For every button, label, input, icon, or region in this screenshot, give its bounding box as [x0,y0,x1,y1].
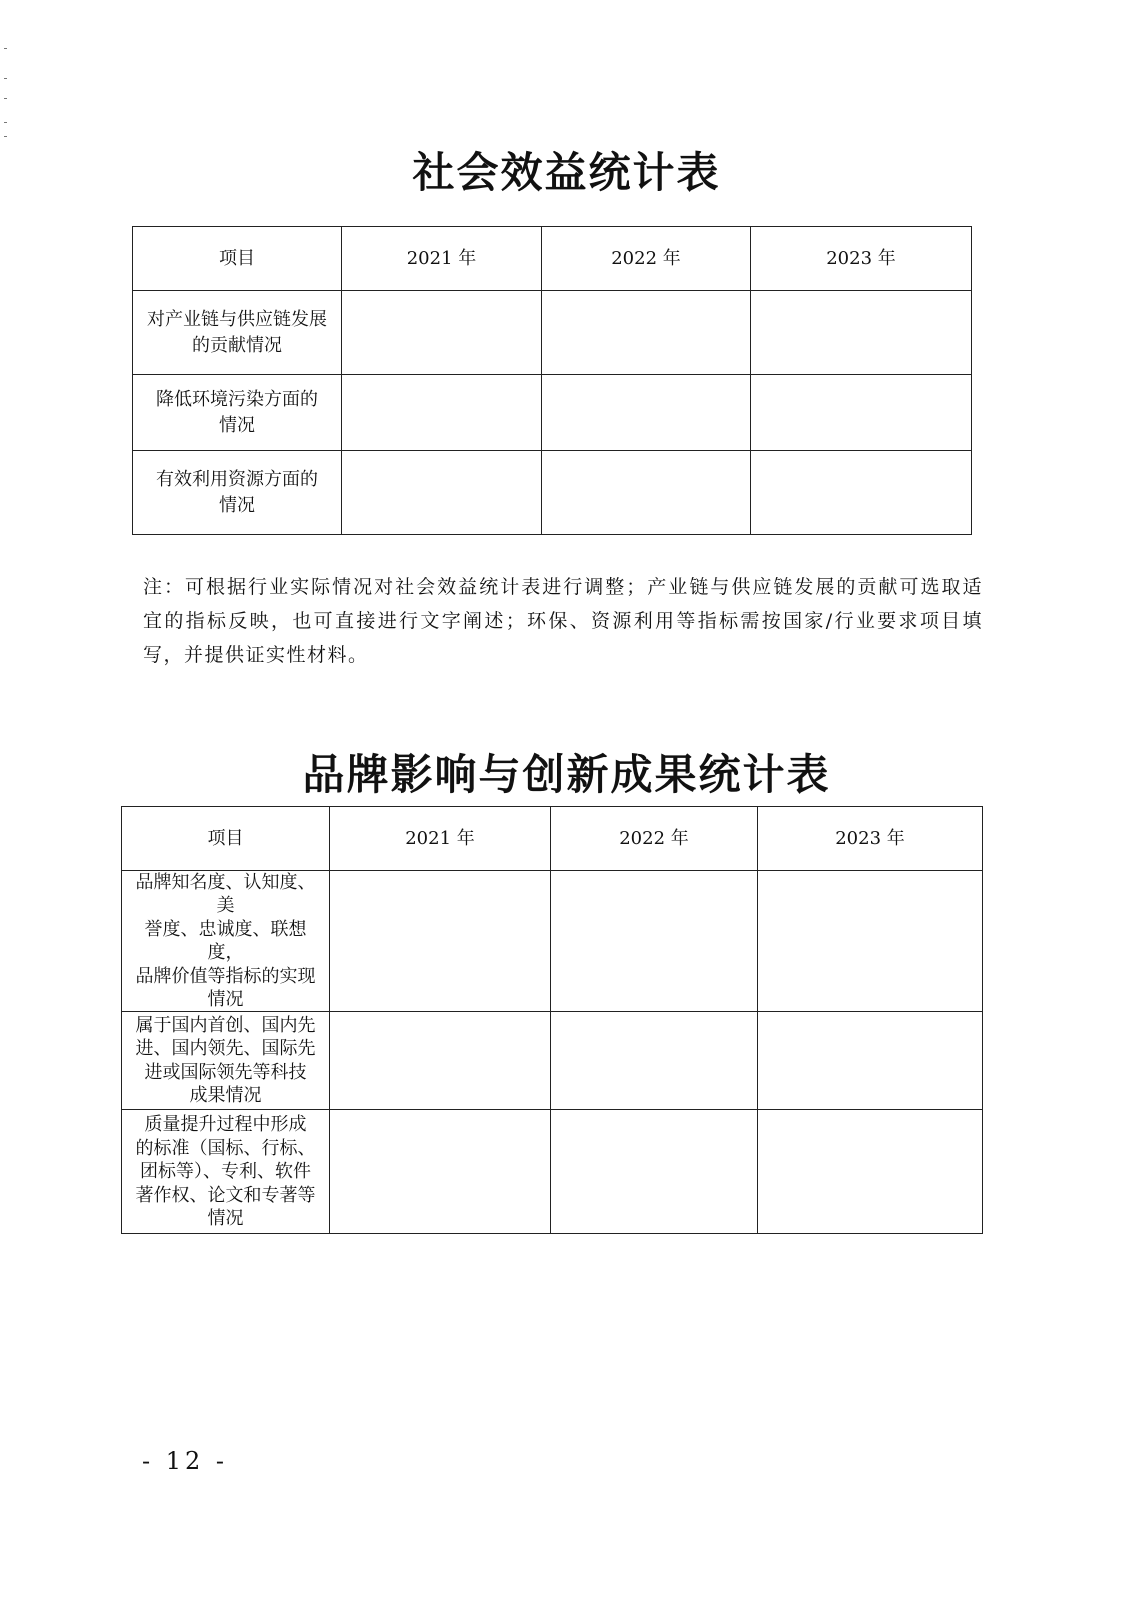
value-cell-2023[interactable] [758,1110,983,1234]
row-item-label-line: 团标等）、专利、软件 [140,1161,311,1183]
table-row [133,291,972,375]
row-item-label-line: 进、国内领先、国际先 [135,1038,316,1060]
column-header-2023: 2023 年 [751,227,972,291]
row-item-label-line: 情况 [219,414,255,436]
row-item-label [133,375,342,451]
row-item-label-line: 的贡献情况 [192,334,282,356]
table-row [133,375,972,451]
social-benefit-title: 社会效益统计表 [412,148,721,197]
scan-mark [4,136,7,137]
column-header-2023: 2023 年 [758,807,983,871]
table-header-row [133,227,972,291]
value-cell-2022[interactable] [542,291,751,375]
row-item-label-line: 情况 [207,988,244,1010]
row-item-label-line: 进或国际领先等科技 [144,1061,307,1083]
row-item-label-line: 有效利用资源方面的 [156,469,318,491]
column-header-2022: 2022 年 [551,807,758,871]
table-row [122,871,983,1012]
value-cell-2021[interactable] [342,291,542,375]
scan-mark [4,78,7,79]
value-cell-2021[interactable] [330,1110,551,1234]
row-item-label-line: 品牌知名度、认知度、美 [135,872,316,917]
scan-mark [4,122,7,123]
value-cell-2021[interactable] [342,451,542,535]
value-cell-2023[interactable] [751,291,972,375]
social-benefit-note: 注：可根据行业实际情况对社会效益统计表进行调整；产业链与供应链发展的贡献可选取适宜的指标反映，也可直接进行文字阐述；环保、资源利用等指标需按国家/行业要求项目填写，并提供证实性材料。 [143,576,983,666]
value-cell-2021[interactable] [330,1012,551,1110]
column-header-2021: 2021 年 [330,807,551,871]
table-row [122,1012,983,1110]
table-header-row [122,807,983,871]
value-cell-2022[interactable] [542,451,751,535]
value-cell-2022[interactable] [542,375,751,451]
brand-innovation-table [121,806,983,1234]
value-cell-2023[interactable] [758,871,983,1012]
value-cell-2022[interactable] [551,1110,758,1234]
row-item-label-line: 的标准（国标、行标、 [135,1137,316,1159]
page-number: - 12 - [142,1447,229,1475]
row-item-label-line: 著作权、论文和专著等 [135,1184,316,1206]
row-item-label [122,1012,330,1110]
row-item-label-line: 品牌价值等指标的实现 [135,965,316,987]
row-item-label-line: 质量提升过程中形成 [144,1114,307,1136]
row-item-label-line: 对产业链与供应链发展 [147,309,327,331]
column-header-item: 项目 [122,807,330,871]
value-cell-2021[interactable] [330,871,551,1012]
brand-innovation-title: 品牌影响与创新成果统计表 [302,750,831,799]
value-cell-2022[interactable] [551,1012,758,1110]
value-cell-2022[interactable] [551,871,758,1012]
value-cell-2023[interactable] [758,1012,983,1110]
table-row [133,451,972,535]
row-item-label-line: 降低环境污染方面的 [156,389,318,411]
social-benefit-table [132,226,972,535]
row-item-label-line: 成果情况 [189,1085,262,1107]
scan-mark [4,98,7,99]
value-cell-2023[interactable] [751,451,972,535]
row-item-label [122,1110,330,1234]
scan-mark [4,48,7,49]
row-item-label [133,291,342,375]
row-item-label [133,451,342,535]
row-item-label-line: 誉度、忠诚度、联想度， [144,918,307,964]
column-header-item: 项目 [133,227,342,291]
row-item-label-line: 情况 [207,1207,244,1229]
column-header-2021: 2021 年 [342,227,542,291]
table-row [122,1110,983,1234]
row-item-label-line: 情况 [219,494,255,516]
column-header-2022: 2022 年 [542,227,751,291]
value-cell-2021[interactable] [342,375,542,451]
row-item-label [122,871,330,1012]
value-cell-2023[interactable] [751,375,972,451]
row-item-label-line: 属于国内首创、国内先 [135,1015,316,1037]
